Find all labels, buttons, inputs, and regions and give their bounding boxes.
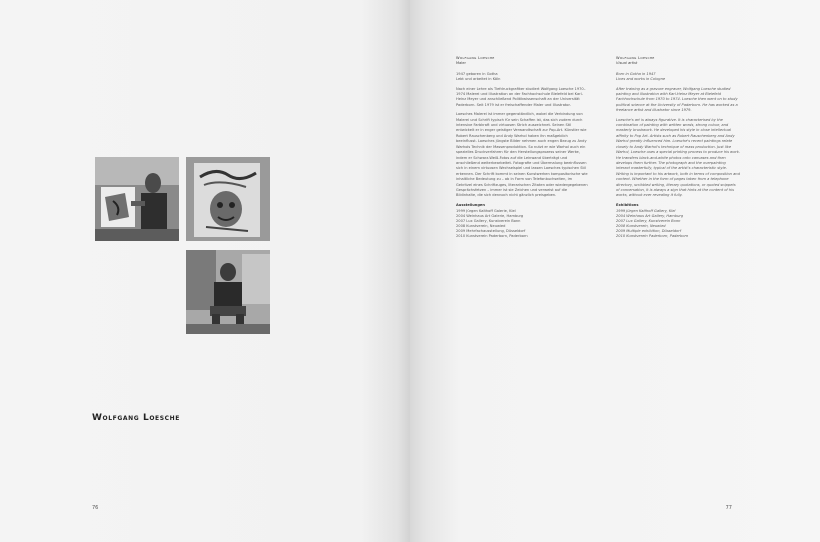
residence-line: Lebt und arbeitet in Köln xyxy=(456,77,501,82)
right-page xyxy=(410,0,820,542)
exhibition-item: 2007 Lux Gallery, Kunstverein Bonn xyxy=(616,219,681,224)
biography-paragraph: Nach einer Lehre als Tiefdruckgrafiker studiert Wolfgang Loesche 1970–1974 Malerei und Illustration an der Fachhochschule Bielefeld bei Karl-Heinz Meyer und anschließend Politikwissenschaft an der Universität Paderborn. Seit 1979 ist er freischaffender Maler und Illustrator. xyxy=(456,86,586,107)
artist-name-de: Wolfgang Loesche xyxy=(456,56,495,60)
biography-paragraph: After training as a gravure engraver, Wolfgang Loesche studied painting and illustration with Karl-Heinz Meyer at Bielefeld Fachhochschule from 1970 to 1974. Loesche then went on to study political science at the University of Paderborn. He has worked as a freelance artist and illustrator since 1979. xyxy=(616,86,738,113)
exhibition-item: 2004 Weinhaus Art Galerie, Hamburg xyxy=(456,214,524,219)
exhibitions-heading-en: Exhibitions xyxy=(616,202,639,207)
artist-seated-photo xyxy=(186,250,270,334)
artist-title: Wolfgang Loesche xyxy=(92,413,180,423)
german-column xyxy=(456,56,588,239)
exhibition-item: 2010 Kunstverein Paderborn, Paderborn xyxy=(616,234,689,239)
birth-info-de xyxy=(456,72,588,83)
artist-name-en: Wolfgang Loesche xyxy=(616,56,655,60)
exhibition-item: 2008 Kunstverein, Neuwied xyxy=(456,224,506,229)
artist-role-en: Visual artist xyxy=(616,61,638,66)
exhibition-item: 2004 Weinhaus Art Gallery, Hamburg xyxy=(616,214,684,219)
exhibitions-heading-de: Ausstellungen xyxy=(456,202,485,207)
exhibition-item: 2010 Kunstverein Paderborn, Paderborn xyxy=(456,234,528,239)
exhibition-item: 2007 Lux Gallery, Kunstverein Bonn xyxy=(456,219,521,224)
biography-paragraph: Loesches Malerei ist immer gegenständlich, wobei die Verbindung von Malerei und Schrift typisch für sein Schaffen ist, das sich zudem durch intensive Farbkraft und virtuosen Strich auszeichnet. Seinen Stil entwickelt er in enger geistiger Verwandtschaft zur Pop-Art. Künstler wie Robert Rauschenberg und Andy Warhol haben ihn maßgeblich beeinflusst. Loesches jüngste Bilder nehmen auch engen Bezug zu Andy Warhols Technik der Massenproduktion. So nutzt er wie Warhol auch ein spezielles Druckverfahren für den Herstellungsprozess seiner Werke, indem er Schwarz-Weiß-Fotos auf die Leinwand überträgt und anschließend weiterbearbeitet. Fotografie und Übermalung beeinflussen sich in einem virtuosen Wechselspiel und lassen Loesches typischen Stil erkennen. Der Schrift kommt in seinen Kunstwerken kompositorische wie inhaltliche Bedeutung zu – ob in Form von Telefonbuchseiten, im Gekritzel eines Schriftzuges, literarischen Zitaten oder wiedergegebenen Gesprächsfetzen – immer ist sie Zeichen und verweist auf die Bildinhalte, die sich dennoch nicht gänzlich preisgeben. xyxy=(456,112,588,198)
exhibition-item: 2009 Mehrfachausstellung, Düsseldorf xyxy=(456,229,526,234)
residence-line: Lives and works in Cologne xyxy=(616,77,666,82)
birth-line: Born in Gotha in 1947 xyxy=(616,71,656,76)
artwork-painting-photo xyxy=(186,157,270,241)
english-column xyxy=(616,56,740,239)
artist-painting-photo xyxy=(95,157,179,241)
page-number-left: 76 xyxy=(92,505,99,511)
biography-paragraph: Loesche's art is always figurative. It is characterised by the combination of painting with written words, strong colour, and masterly brushwork. He developed his style in close intellectual affinity to Pop Art. Artists such as Robert Rauschenberg and Andy Warhol greatly influenced him. Loesche's recent paintings relate closely to Andy Warhol's technique of mass production. Just like Warhol, Loesche uses a special printing process to produce his work. He transfers black-and-white photos onto canvases and then develops them further. The photograph and the overpainting interact masterfully, typical of the artist's characteristic style. Writing is important to his artwork, both in terms of composition and content. Whether in the form of pages taken from a telephone directory, scribbled writing, literary quotations, or quoted snippets of conversation, it is always a sign that hints at the content of his works, without ever revealing it fully. xyxy=(616,117,740,198)
exhibition-item: 2008 Kunstverein, Neuwied xyxy=(616,224,666,229)
birth-info-en xyxy=(616,72,740,83)
artist-role-de: Maler xyxy=(456,61,466,66)
birth-line: 1947 geboren in Gotha xyxy=(456,71,498,76)
exhibition-item: 1999 Jürgen Kalthoff Galerie, Kiel xyxy=(456,209,516,214)
exhibition-item: 2009 Multiple exhibition, Düsseldorf xyxy=(616,229,681,234)
page-number-right: 77 xyxy=(725,505,732,511)
exhibition-item: 1999 Jürgen Kalthoff Gallery, Kiel xyxy=(616,209,676,214)
